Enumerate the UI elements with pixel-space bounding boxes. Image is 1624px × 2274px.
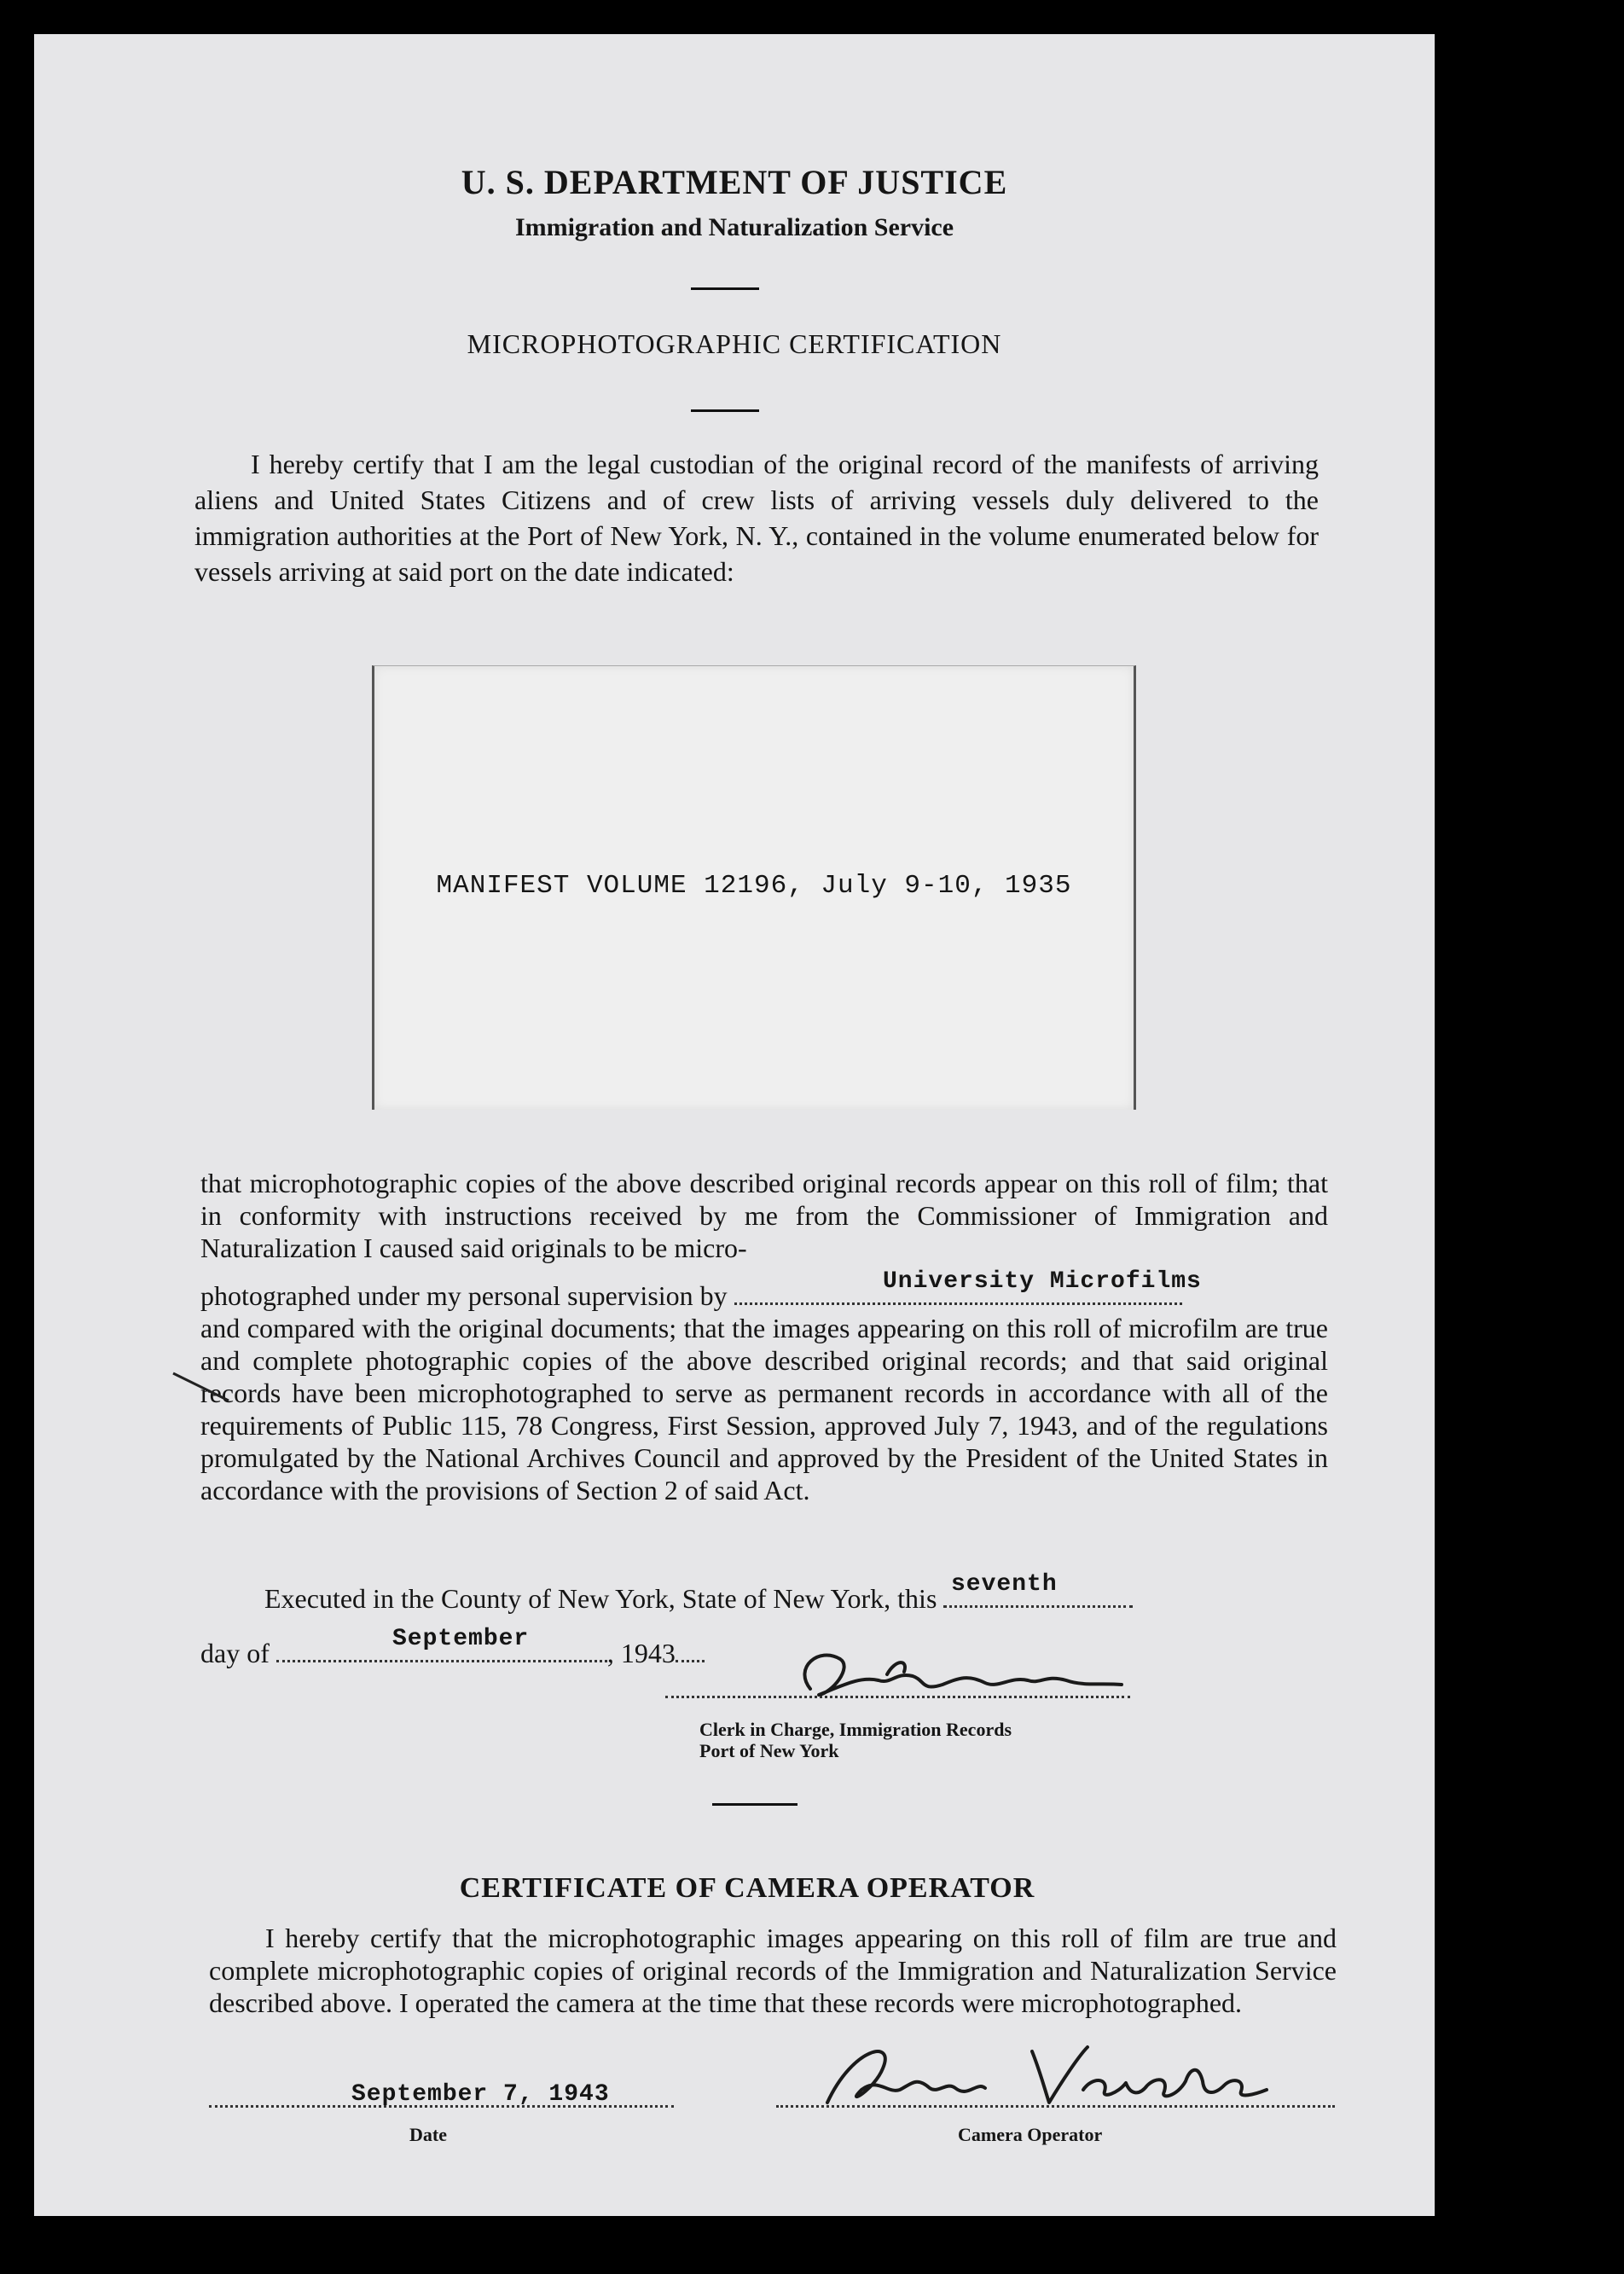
executed-day: seventh <box>951 1571 1058 1598</box>
certification-body-1: that microphotographic copies of the above described original records appear on this roll of film; that in conformity with instructions received by me from the Commissioner of Immigration and Naturalization I caused said originals to be micro- <box>200 1168 1328 1263</box>
operator-signature <box>802 2030 1279 2124</box>
clerk-signature <box>785 1642 1143 1710</box>
year-prefix: , 194 <box>606 1638 662 1668</box>
executed-prefix: Executed in the County of New York, State of New York, this <box>264 1583 937 1614</box>
date-label: Date <box>409 2124 447 2145</box>
supervision-prefix: photographed under my personal supervision by <box>200 1280 728 1311</box>
volume-label: MANIFEST VOLUME 12196, July 9-10, 1935 <box>436 871 1072 901</box>
camera-certificate-title: CERTIFICATE OF CAMERA OPERATOR <box>459 1872 1035 1904</box>
clerk-title: Clerk in Charge, Immigration Records <box>699 1719 1012 1740</box>
clerk-location: Port of New York <box>699 1740 839 1761</box>
margin-check-mark <box>169 1366 237 1409</box>
executed-line <box>264 1583 1339 1615</box>
operator-label: Camera Operator <box>958 2124 1103 2145</box>
year-trailing-line <box>676 1643 705 1662</box>
supervisor-name: University Microfilms <box>883 1268 1202 1295</box>
volume-card <box>372 665 1136 1110</box>
day-of-label: day of <box>200 1638 270 1668</box>
certification-intro: I hereby certify that I am the legal custodian of the original record of the manifests of arriving aliens and United States Citizens and of crew lists of arriving vessels duly delivered to the immigration authorities at the Port of New York, N. Y., contained in the volume enumerated below for vessels arriving at said port on the date indicated: <box>194 449 1319 587</box>
department-heading: U. S. DEPARTMENT OF JUSTICE <box>461 163 1008 201</box>
divider-rule <box>712 1803 798 1806</box>
certificate-page <box>34 34 1435 2216</box>
service-subheading: Immigration and Naturalization Service <box>514 213 954 241</box>
camera-certificate-text: I hereby certify that the microphotographic images appearing on this roll of film are true and complete microphotographic copies of original records of the Immigration and Naturalization Service described above. I operated the camera at the time that these records were microphotographed. <box>209 1923 1337 2018</box>
year-suffix: 3 <box>661 1638 676 1668</box>
divider-rule <box>691 287 759 290</box>
operator-date: September 7, 1943 <box>351 2081 610 2108</box>
executed-month: September <box>392 1626 530 1652</box>
certification-title: MICROPHOTOGRAPHIC CERTIFICATION <box>467 328 1002 359</box>
certification-body-2: and compared with the original documents; that the images appearing on this roll of microfilm are true and complete photographic copies of the above described original records; and that said original records have been microphotographed to serve as permanent records in accordance with all of the requirements of Public 115, 78 Congress, First Session, approved July 7, 1943, and of the regulations promulgated by the National Archives Council and approved by the President of the United States in accordance with the provisions of Section 2 of said Act. <box>200 1313 1328 1505</box>
divider-rule <box>691 409 759 412</box>
